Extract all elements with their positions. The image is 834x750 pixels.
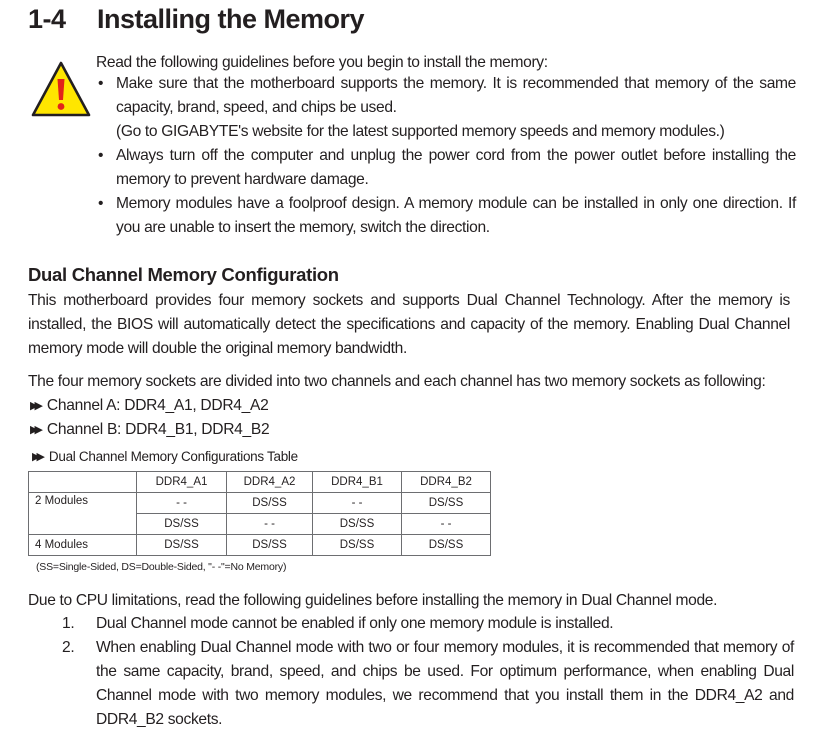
row-label: 4 Modules bbox=[29, 535, 137, 556]
table-cell: DS/SS bbox=[137, 535, 227, 556]
list-number: 2. bbox=[62, 639, 75, 656]
list-item bbox=[62, 636, 794, 732]
bullet-note: (Go to GIGABYTE's website for the latest supported memory speeds and memory modules.) bbox=[116, 123, 725, 140]
header-cell: DDR4_A2 bbox=[227, 472, 313, 493]
bullet-text: Memory modules have a foolproof design. A memory module can be installed in only one direction. If you are unable to insert the memory, switch the direction. bbox=[116, 195, 796, 236]
table-cell: - - bbox=[137, 493, 227, 514]
warning-intro: Read the following guidelines before you begin to install the memory: bbox=[96, 54, 548, 71]
table-cell: DS/SS bbox=[313, 535, 402, 556]
double-arrow-icon: ▶▶ bbox=[30, 400, 39, 412]
header-cell: DDR4_B2 bbox=[402, 472, 491, 493]
channel-text: Channel B: DDR4_B1, DDR4_B2 bbox=[46, 421, 270, 438]
header-cell: DDR4_A1 bbox=[137, 472, 227, 493]
section-title: Installing the Memory bbox=[97, 4, 365, 34]
table-row bbox=[29, 493, 491, 514]
header-cell: DDR4_B1 bbox=[313, 472, 402, 493]
table-cell: - - bbox=[402, 514, 491, 535]
table-cell: DS/SS bbox=[402, 535, 491, 556]
header-cell bbox=[29, 472, 137, 493]
bullet-text: Always turn off the computer and unplug the power cord from the power outlet before installing the memory to prevent hardware damage. bbox=[116, 147, 796, 188]
channel-a-line bbox=[30, 394, 269, 419]
table-cell: DS/SS bbox=[313, 514, 402, 535]
table-legend: (SS=Single-Sided, DS=Double-Sided, "- -"=No Memory) bbox=[36, 561, 287, 573]
paragraph: Due to CPU limitations, read the following guidelines before installing the memory in Dual Channel mode. bbox=[28, 592, 718, 609]
bullet-text: Make sure that the motherboard supports the memory. It is recommended that memory of the same capacity, brand, speed, and chips be used. bbox=[116, 75, 796, 116]
paragraph: This motherboard provides four memory sockets and supports Dual Channel Technology. After the memory is installed, the BIOS will automatically detect the specifications and capacity of the memory. Enabling Dual Channel memory mode will double the original memory bandwidth. bbox=[28, 292, 790, 357]
list-item bbox=[62, 612, 794, 636]
section-number: 1-4 bbox=[28, 4, 66, 34]
section-heading: Dual Channel Memory Configuration bbox=[28, 264, 339, 285]
numbered-list bbox=[62, 612, 794, 732]
list-item bbox=[96, 192, 796, 240]
list-item-text: When enabling Dual Channel mode with two or four memory modules, it is recommended that memory of the same capacity, brand, speed, and chips be used. For optimum performance, when enabling Dual Channel mode with two memory modules, we recommend that you install them in the DDR4_A2 and DDR4_B2 sockets. bbox=[96, 639, 794, 728]
table-cell: - - bbox=[227, 514, 313, 535]
channel-text: Channel A: DDR4_A1, DDR4_A2 bbox=[46, 397, 269, 414]
table-row bbox=[29, 535, 491, 556]
table-cell: DS/SS bbox=[402, 493, 491, 514]
channel-b-line bbox=[30, 418, 269, 443]
double-arrow-icon: ▶▶ bbox=[32, 451, 41, 463]
list-item-text: Dual Channel mode cannot be enabled if only one memory module is installed. bbox=[96, 615, 614, 632]
table-cell: DS/SS bbox=[227, 535, 313, 556]
table-header-row bbox=[29, 472, 491, 493]
paragraph: The four memory sockets are divided into two channels and each channel has two memory sockets as following: bbox=[28, 373, 766, 390]
table-cell: DS/SS bbox=[227, 493, 313, 514]
table-cell: DS/SS bbox=[137, 514, 227, 535]
list-number: 1. bbox=[62, 615, 75, 632]
list-item bbox=[96, 72, 796, 144]
warning-bullets bbox=[96, 72, 796, 240]
table-caption: ▶▶ Dual Channel Memory Configurations Table bbox=[32, 449, 298, 464]
double-arrow-icon: ▶▶ bbox=[30, 424, 39, 436]
row-label: 2 Modules bbox=[29, 493, 137, 535]
list-item bbox=[96, 144, 796, 192]
table-cell: - - bbox=[313, 493, 402, 514]
warning-triangle-icon bbox=[30, 60, 92, 118]
memory-config-table bbox=[28, 471, 491, 556]
